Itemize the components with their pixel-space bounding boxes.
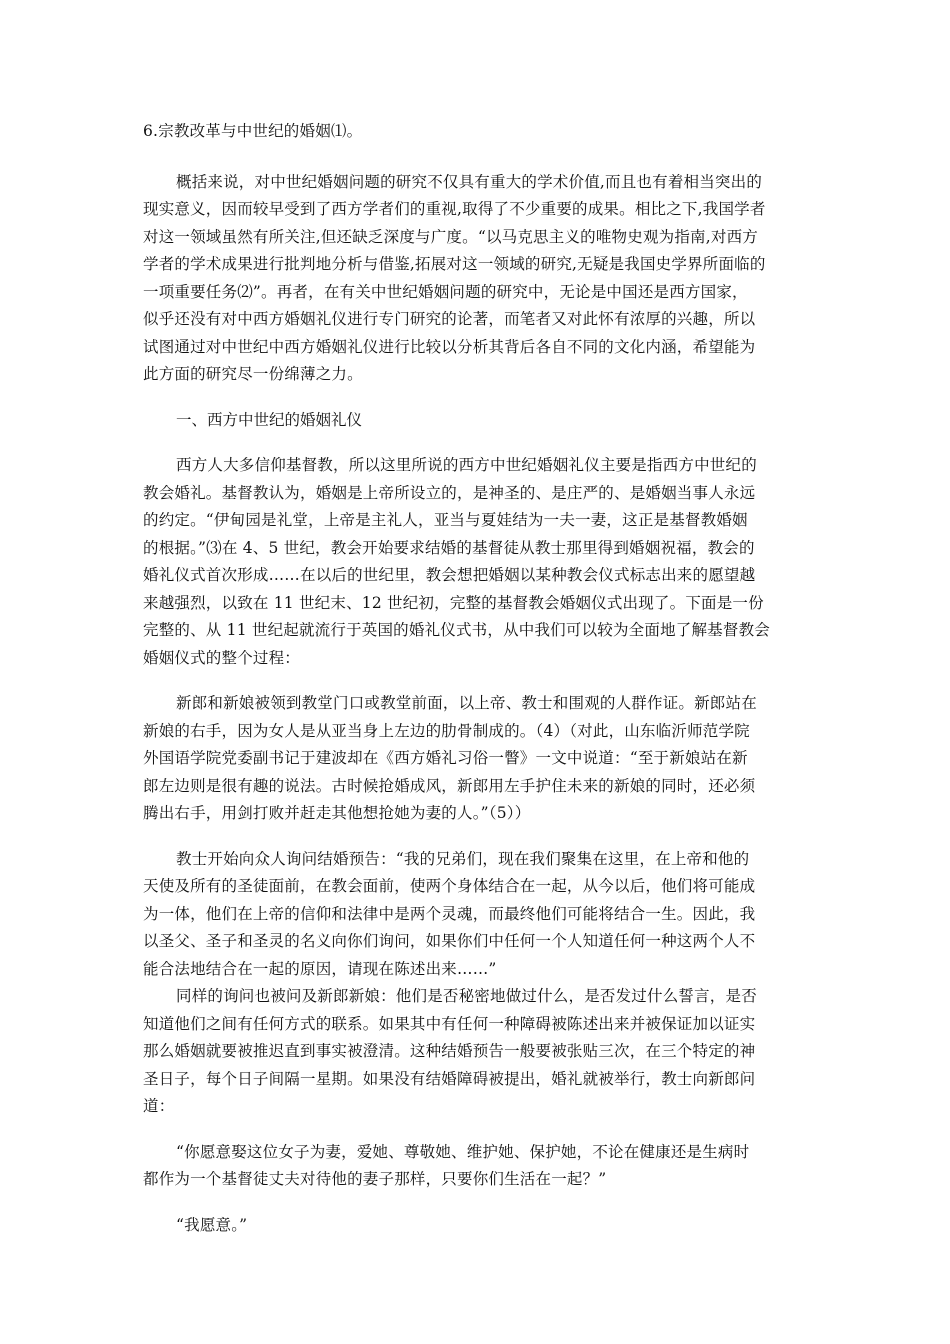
paragraph-line: 一项重要任务⑵”。再者，在有关中世纪婚姻问题的研究中，无论是中国还是西方国家， (143, 282, 748, 301)
paragraph-line: 那么婚姻就要被推迟直到事实被澄清。这种结婚预告一般要被张贴三次，在三个特定的神 (143, 1042, 756, 1060)
paragraph-line: 婚礼仪式首次形成……在以后的世纪里，教会想把婚姻以某种教会仪式标志出来的愿望越 (143, 566, 756, 584)
paragraph-line: “你愿意娶这位女子为妻，爱她、尊敬她、维护她、保护她，不论在健康还是生病时 (176, 1142, 750, 1161)
paragraph-line: 此方面的研究尽一份绵薄之力。 (143, 365, 363, 383)
paragraph-line: 现实意义，因而较早受到了西方学者们的重视,取得了不少重要的成果。相比之下,我国学者 (143, 200, 766, 218)
document-page (143, 118, 809, 1239)
paragraph-line: 道： (143, 1097, 175, 1115)
paragraph-line: “我愿意。” (176, 1215, 248, 1234)
paragraph-line: 郎左边则是很有趣的说法。古时候抢婚成风，新郎用左手护住未来的新娘的同时，还必须 (143, 776, 756, 795)
paragraph-line: 知道他们之间有任何方式的联系。如果其中有任何一种障碍被陈述出来并被保证加以证实 (143, 1014, 756, 1033)
paragraph-line: 试图通过对中世纪中西方婚姻礼仪进行比较以分析其背后各自不同的文化内涵，希望能为 (143, 337, 756, 356)
paragraph-line: 的根据。”⑶在 4、5 世纪，教会开始要求结婚的基督徒从教士那里得到婚姻祝福，教会的 (143, 538, 755, 557)
paragraph-line: 腾出右手，用剑打败并赶走其他想抢她为妻的人。”（5）） (143, 804, 531, 822)
paragraph-line: 完整的、从 11 世纪起就流行于英国的婚礼仪式书，从中我们可以较为全面地了解基督教会 (143, 621, 770, 639)
section-heading: 一、西方中世纪的婚姻礼仪 (176, 410, 363, 429)
paragraph-line: 概括来说，对中世纪婚姻问题的研究不仅具有重大的学术价值,而且也有着相当突出的 (176, 172, 763, 191)
paragraph-line: 学者的学术成果进行批判地分析与借鉴,拓展对这一领域的研究,无疑是我国史学界所面临的 (143, 255, 766, 273)
paragraph-western-ritual (143, 452, 809, 672)
paragraph-line: 为一体，他们在上帝的信仰和法律中是两个灵魂，而最终他们可能将结合一生。因此，我 (143, 904, 756, 923)
paragraph-line: 都作为一个基督徒丈夫对待他的妻子那样，只要你们生活在一起？” (143, 1170, 607, 1188)
paragraph-vow-answer (143, 1212, 809, 1240)
intro-line: 6.宗教改革与中世纪的婚姻⑴。 (143, 122, 363, 140)
paragraph-bride-groom-position (143, 690, 809, 828)
paragraph-line: 西方人大多信仰基督教，所以这里所说的西方中世纪婚姻礼仪主要是指西方中世纪的 (176, 456, 757, 474)
paragraph-couple-inquiry (143, 983, 809, 1121)
paragraph-line: 天使及所有的圣徒面前，在教会面前，使两个身体结合在一起，从今以后，他们将可能成 (143, 877, 756, 895)
paragraph-line: 的约定。“伊甸园是礼堂，上帝是主礼人，亚当与夏娃结为一夫一妻，这正是基督教婚姻 (143, 511, 748, 529)
paragraph-line: 新郎和新娘被领到教堂门口或教堂前面，以上帝、教士和围观的人群作证。新郎站在 (176, 694, 757, 712)
paragraph-line: 外国语学院党委副书记于建波却在《西方婚礼习俗一瞥》一文中说道：“至于新娘站在新 (143, 749, 748, 767)
paragraph-banns-inquiry (143, 846, 809, 984)
paragraph-line: 似乎还没有对中西方婚姻礼仪进行专门研究的论著，而笔者又对此怀有浓厚的兴趣，所以 (143, 310, 756, 328)
paragraph-vow-question (143, 1139, 809, 1194)
paragraph-line: 对这一领域虽然有所关注,但还缺乏深度与广度。“以马克思主义的唯物史观为指南,对西方 (143, 227, 758, 246)
paragraph-line: 以圣父、圣子和圣灵的名义向你们询问，如果你们中任何一个人知道任何一种这两个人不 (143, 932, 756, 950)
paragraph-line: 能合法地结合在一起的原因，请现在陈述出来……” (143, 959, 497, 978)
paragraph-line: 教士开始向众人询问结婚预告：“我的兄弟们，现在我们聚集在这里，在上帝和他的 (176, 849, 750, 868)
paragraph-line: 新娘的右手，因为女人是从亚当身上左边的肋骨制成的。（4）（对此，山东临沂师范学院 (143, 721, 750, 740)
paragraph-line: 教会婚礼。基督教认为，婚姻是上帝所设立的，是神圣的、是庄严的、是婚姻当事人永远 (143, 483, 756, 502)
paragraph-line: 同样的询问也被问及新郎新娘：他们是否秘密地做过什么，是否发过什么誓言，是否 (176, 987, 757, 1005)
paragraph-intro-overview (143, 169, 809, 389)
paragraph-line: 来越强烈，以致在 11 世纪末、12 世纪初，完整的基督教会婚姻仪式出现了。下面是一份 (143, 593, 764, 612)
paragraph-line: 圣日子，每个日子间隔一星期。如果没有结婚障碍被提出，婚礼就被举行，教士向新郎问 (143, 1069, 756, 1088)
paragraph-line: 婚姻仪式的整个过程： (143, 648, 301, 667)
